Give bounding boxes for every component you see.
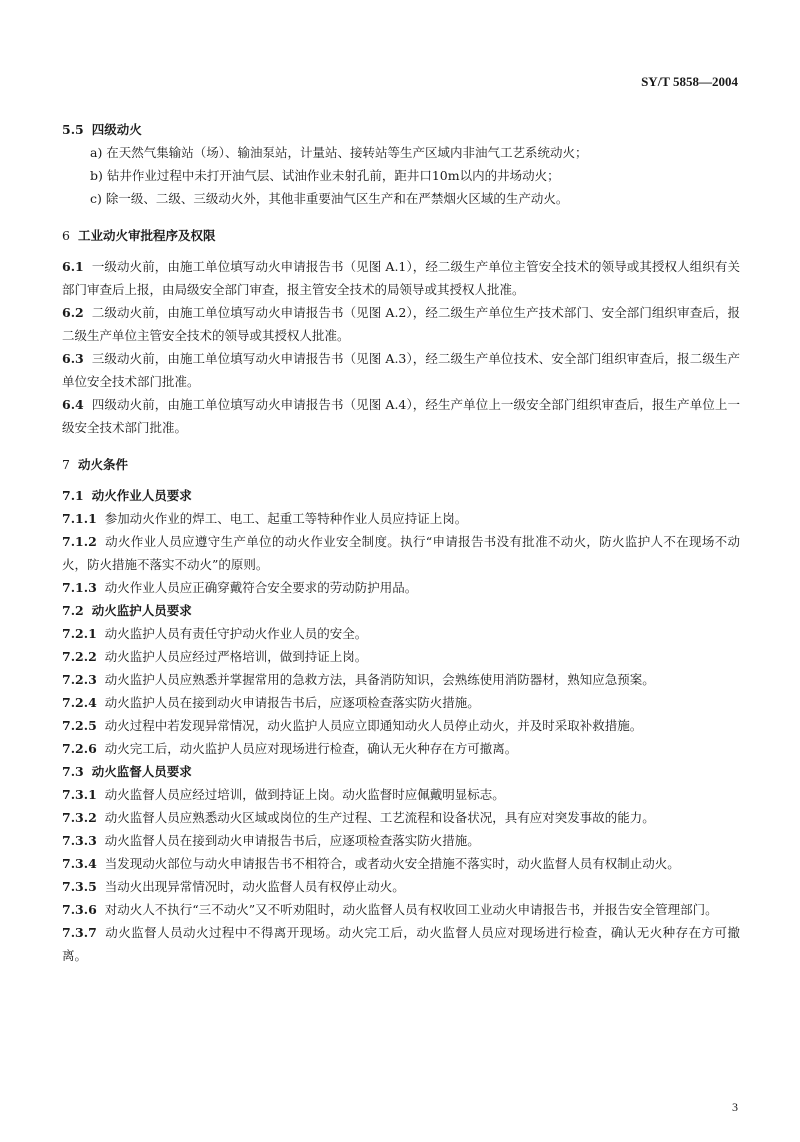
- clause-number: 7.3.4: [62, 856, 97, 871]
- clause-6-2: [62, 301, 740, 347]
- standard-code: SY/T 5858—2004: [641, 74, 738, 89]
- clause-7-2-1: [62, 622, 740, 645]
- clause-7-3-1: [62, 783, 740, 806]
- clause-text: 动火完工后，动火监护人员应对现场进行检查，确认无火种存在方可撤离。: [104, 741, 518, 756]
- clause-text: 四级动火前，由施工单位填写动火申请报告书（见图 A.4），经生产单位上一级安全部门组织审查后，报生产单位上一级安全技术部门批准。: [62, 397, 740, 435]
- clause-number: 7.3.5: [62, 879, 97, 894]
- clause-text: 动火监护人员有责任守护动火作业人员的安全。: [104, 626, 368, 641]
- page-number: 3: [732, 1100, 738, 1114]
- clause-7-3-3: [62, 829, 740, 852]
- clause-7-2-6: [62, 737, 740, 760]
- clause-number: 6.3: [62, 351, 84, 366]
- clause-number: 7.2.3: [62, 672, 97, 687]
- clause-text: 动火监护人员在接到动火申请报告书后，应逐项检查落实防火措施。: [104, 695, 480, 710]
- clause-7-2-4: [62, 691, 740, 714]
- section-7-2-heading: [62, 599, 740, 622]
- clause-text: 动火作业人员应正确穿戴符合安全要求的劳动防护用品。: [104, 580, 418, 595]
- section-number: 5.5: [62, 122, 84, 137]
- clause-text: 动火监督人员在接到动火申请报告书后，应逐项检查落实防火措施。: [104, 833, 480, 848]
- clause-text: 参加动火作业的焊工、电工、起重工等特种作业人员应持证上岗。: [104, 511, 468, 526]
- clause-number: 7.3.6: [62, 902, 97, 917]
- clause-number: 7.3.7: [62, 925, 97, 940]
- section-7-heading: [62, 453, 740, 476]
- clause-7-2-2: [62, 645, 740, 668]
- clause-number: 7.2.6: [62, 741, 97, 756]
- document-body: [62, 118, 740, 967]
- section-7-1-heading: [62, 484, 740, 507]
- clause-text: 动火作业人员应遵守生产单位的动火作业安全制度。执行“申请报告书没有批准不动火，防火监护人不在现场不动火，防火措施不落实不动火”的原则。: [62, 534, 740, 572]
- section-number: 7.3: [62, 764, 84, 779]
- clause-number: 7.2.1: [62, 626, 97, 641]
- clause-text: 二级动火前，由施工单位填写动火申请报告书（见图 A.2），经二级生产单位生产技术部门、安全部门组织审查后，报二级生产单位主管安全技术的领导或其授权人批准。: [62, 305, 740, 343]
- clause-text: 一级动火前，由施工单位填写动火申请报告书（见图 A.1），经二级生产单位主管安全技术的领导或其授权人组织有关部门审查后上报，由局级安全部门审查，报主管安全技术的局领导或其授权人批准。: [62, 259, 740, 297]
- section-title: 动火监护人员要求: [91, 603, 192, 618]
- section-title: 动火监督人员要求: [91, 764, 192, 779]
- section-title: 动火作业人员要求: [91, 488, 192, 503]
- clause-text: 动火监护人员应经过严格培训，做到持证上岗。: [104, 649, 368, 664]
- clause-7-3-2: [62, 806, 740, 829]
- clause-number: 7.3.2: [62, 810, 97, 825]
- clause-text: 动火监督人员动火过程中不得离开现场。动火完工后，动火监督人员应对现场进行检查，确认无火种存在方可撤离。: [62, 925, 740, 963]
- section-title: 动火条件: [77, 457, 128, 472]
- clause-number: 6.4: [62, 397, 84, 412]
- clause-6-3: [62, 347, 740, 393]
- clause-7-3-4: [62, 852, 740, 875]
- clause-number: 7.1.2: [62, 534, 97, 549]
- clause-7-1-2: [62, 530, 740, 576]
- section-number: 7.2: [62, 603, 84, 618]
- clause-7-3-7: [62, 921, 740, 967]
- clause-7-2-5: [62, 714, 740, 737]
- clause-text: 三级动火前，由施工单位填写动火申请报告书（见图 A.3），经二级生产单位技术、安全部门组织审查后，报二级生产单位安全技术部门批准。: [62, 351, 740, 389]
- clause-6-1: [62, 255, 740, 301]
- clause-text: 当发现动火部位与动火申请报告书不相符合，或者动火安全措施不落实时，动火监督人员有权制止动火。: [104, 856, 680, 871]
- section-6-heading: [62, 224, 740, 247]
- section-number: 6: [62, 228, 70, 243]
- list-item: b) 钻井作业过程中未打开油气层、试油作业未射孔前，距井口10m以内的井场动火；: [90, 168, 560, 183]
- section-number: 7.1: [62, 488, 84, 503]
- clause-text: 动火过程中若发现异常情况，动火监护人员应立即通知动火人员停止动火，并及时采取补救措施。: [104, 718, 643, 733]
- clause-number: 7.2.2: [62, 649, 97, 664]
- clause-text: 动火监督人员应熟悉动火区域或岗位的生产过程、工艺流程和设备状况，具有应对突发事故的能力。: [104, 810, 655, 825]
- list-item: c) 除一级、二级、三级动火外，其他非重要油气区生产和在严禁烟火区域的生产动火。: [90, 191, 569, 206]
- clause-7-3-5: [62, 875, 740, 898]
- section-7-3-heading: [62, 760, 740, 783]
- clause-7-3-6: [62, 898, 740, 921]
- clause-7-2-3: [62, 668, 740, 691]
- clause-text: 当动火出现异常情况时，动火监督人员有权停止动火。: [104, 879, 405, 894]
- clause-text: 动火监督人员应经过培训，做到持证上岗。动火监督时应佩戴明显标志。: [104, 787, 505, 802]
- list-item: a) 在天然气集输站（场）、输油泵站，计量站、接转站等生产区域内非油气工艺系统动火；: [90, 145, 588, 160]
- clause-number: 7.2.4: [62, 695, 97, 710]
- clause-number: 7.3.3: [62, 833, 97, 848]
- section-number: 7: [62, 457, 70, 472]
- clause-number: 7.2.5: [62, 718, 97, 733]
- clause-7-1-1: [62, 507, 740, 530]
- clause-6-4: [62, 393, 740, 439]
- clause-number: 6.1: [62, 259, 84, 274]
- clause-number: 7.3.1: [62, 787, 97, 802]
- section-5-5-heading: [62, 118, 740, 141]
- section-title: 四级动火: [91, 122, 142, 137]
- clause-text: 动火监护人员应熟悉并掌握常用的急救方法，具备消防知识，会熟练使用消防器材，熟知应急预案。: [104, 672, 655, 687]
- clause-7-1-3: [62, 576, 740, 599]
- clause-number: 7.1.1: [62, 511, 97, 526]
- clause-text: 对动火人不执行“三不动火”又不听劝阻时，动火监督人员有权收回工业动火申请报告书，并报告安全管理部门。: [104, 902, 718, 917]
- section-title: 工业动火审批程序及权限: [77, 228, 216, 243]
- clause-number: 6.2: [62, 305, 84, 320]
- clause-number: 7.1.3: [62, 580, 97, 595]
